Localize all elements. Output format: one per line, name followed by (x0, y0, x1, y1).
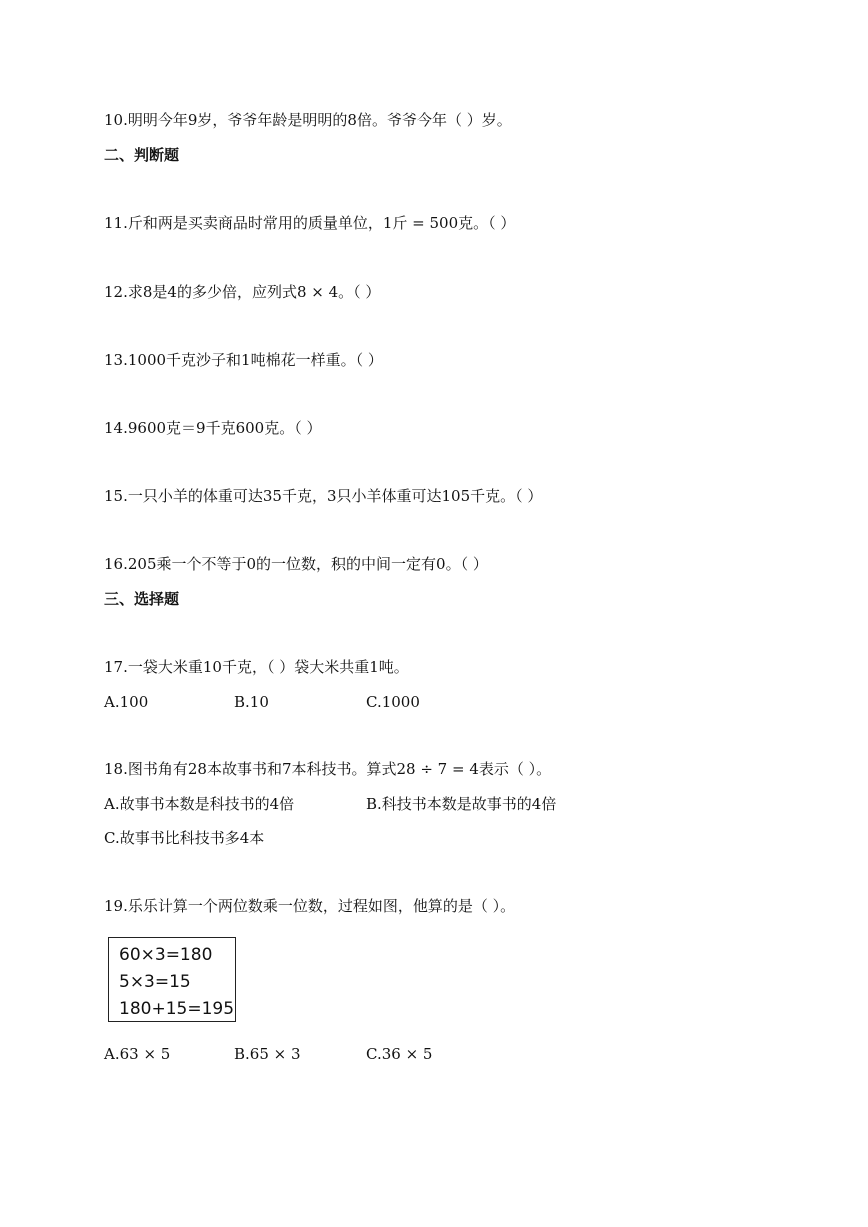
question-15: 15.一只小羊的体重可达35千克，3只小羊体重可达105千克。（ ） (104, 487, 543, 505)
question-19-stem: 19.乐乐计算一个两位数乘一位数，过程如图，他算的是（ ）。 (104, 897, 516, 915)
question-11: 11.斤和两是买卖商品时常用的质量单位，1斤 = 500克。（ ） (104, 214, 516, 232)
question-17-option-a: A.100 (104, 693, 149, 711)
question-17-option-b: B.10 (234, 693, 269, 711)
question-18-option-b: B.科技书本数是故事书的4倍 (366, 795, 557, 813)
question-14: 14.9600克＝9千克600克。（ ） (104, 419, 322, 437)
question-17-option-c: C.1000 (366, 693, 420, 711)
question-12: 12.求8是4的多少倍，应列式8 × 4。（ ） (104, 283, 381, 301)
question-13: 13.1000千克沙子和1吨棉花一样重。（ ） (104, 351, 383, 369)
section-heading-judgement: 二、判断题 (104, 146, 180, 164)
calc-step-2: 5×3=15 (119, 972, 191, 992)
question-10: 10.明明今年9岁，爷爷年龄是明明的8倍。爷爷今年（ ）岁。 (104, 111, 512, 129)
calculation-process-box (108, 937, 236, 1022)
calc-step-1: 60×3=180 (119, 945, 213, 965)
question-18-option-a: A.故事书本数是科技书的4倍 (104, 795, 295, 813)
section-heading-choice: 三、选择题 (104, 590, 180, 608)
question-19-option-c: C.36 × 5 (366, 1045, 433, 1063)
calc-step-3: 180+15=195 (119, 999, 235, 1019)
question-19-option-b: B.65 × 3 (234, 1045, 301, 1063)
question-16: 16.205乘一个不等于0的一位数，积的中间一定有0。（ ） (104, 555, 488, 573)
question-18-stem: 18.图书角有28本故事书和7本科技书。算式28 ÷ 7 = 4表示（ ）。 (104, 760, 552, 778)
question-17-stem: 17.一袋大米重10千克，（ ）袋大米共重1吨。 (104, 658, 409, 676)
question-18-option-c: C.故事书比科技书多4本 (104, 829, 265, 847)
question-19-option-a: A.63 × 5 (104, 1045, 171, 1063)
